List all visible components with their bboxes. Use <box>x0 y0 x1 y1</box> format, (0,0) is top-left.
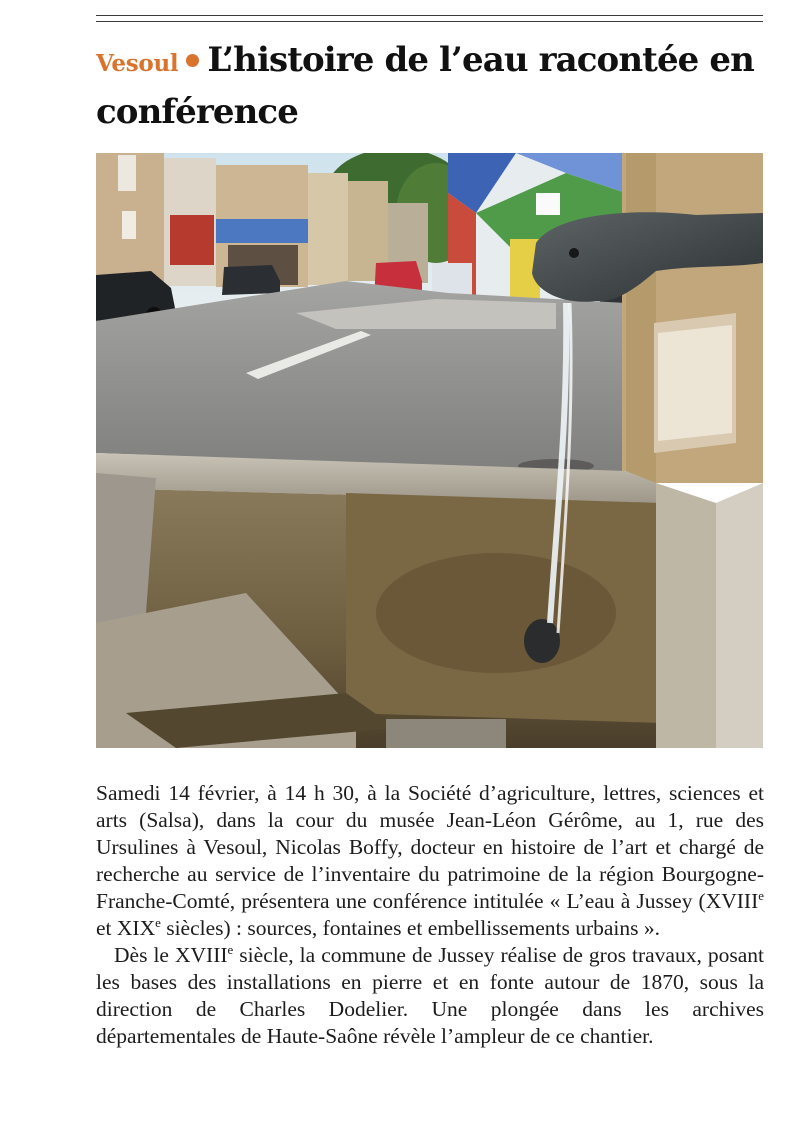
article-headline <box>96 36 776 136</box>
paragraph-text: siècle, la commune de Jussey réalise de gros travaux, posant les bases des installations en pierre et en fonte autour de 1870, sous la direction de Charles Dodelier. Une plongée dans les archives départementales de Haute-Saône révèle l’ampleur de ce chantier. <box>96 943 764 1048</box>
superscript: e <box>758 888 764 903</box>
top-rule-second <box>96 21 763 22</box>
article-paragraph <box>96 942 764 1050</box>
paragraph-text: Samedi 14 février, à 14 h 30, à la Société d’agriculture, lettres, sciences et arts (Salsa), dans la cour du musée Jean-Léon Gérôme, au 1, rue des Ursulines à Vesoul, Nicolas Boffy, docteur en histoire de l’art et chargé de recherche au service de l’inventaire du patrimoine de la région Bourgogne-Franche-Comté, présentera une conférence intitulée « L’eau à Jussey (XVIII <box>96 781 764 913</box>
paragraph-text: siècles) : sources, fontaines et embellissements urbains ». <box>160 916 660 940</box>
article-paragraph <box>96 780 764 942</box>
top-rule <box>96 15 763 16</box>
article-photo <box>96 153 763 748</box>
location-kicker: Vesoul <box>96 50 179 77</box>
headline-text: L’histoire de l’eau racontée en conférence <box>96 40 754 132</box>
article-body <box>96 780 764 1050</box>
paragraph-text: et XIX <box>96 916 156 940</box>
kicker-bullet-icon <box>186 54 199 67</box>
paragraph-text: Dès le XVIII <box>114 943 228 967</box>
superscript: e <box>227 942 234 957</box>
superscript: e <box>155 915 161 930</box>
